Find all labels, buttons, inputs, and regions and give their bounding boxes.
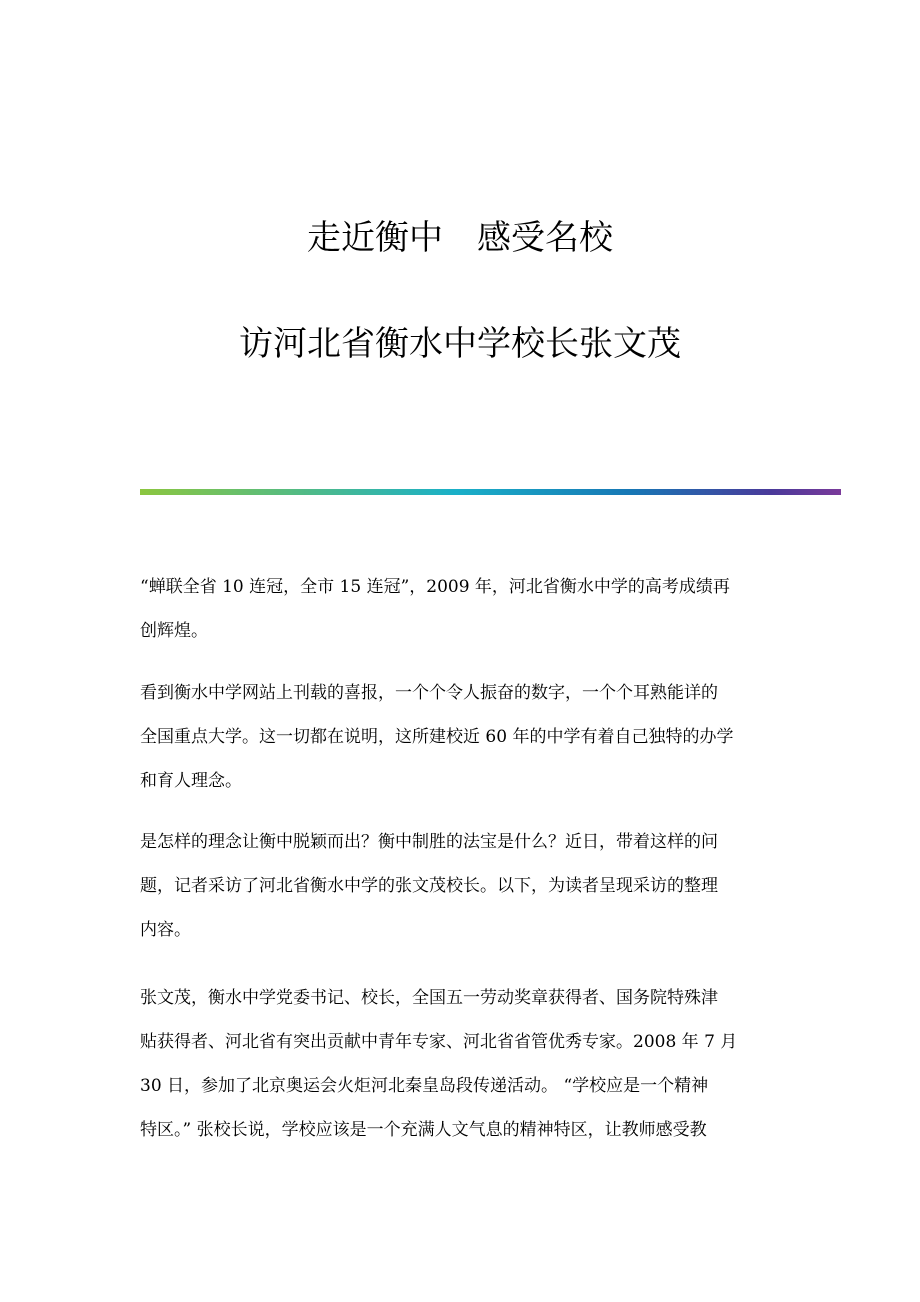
paragraph-biography (140, 985, 790, 1143)
paragraph-line: 全国重点大学。这一切都在说明，这所建校近 60 年的中学有着自己独特的办学 (140, 727, 734, 747)
paragraph-line: 贴获得者、河北省有突出贡献中青年专家、河北省省管优秀专家。2008 年 7 月 (140, 1032, 738, 1052)
paragraph-line: 和育人理念。 (140, 771, 242, 791)
document-subtitle: 访河北省衡水中学校长张文茂 (239, 324, 681, 364)
paragraph-line: 创辉煌。 (140, 621, 208, 641)
paragraph-question (140, 829, 790, 943)
gradient-divider (140, 489, 841, 495)
document-title: 走近衡中 感受名校 (307, 218, 613, 258)
paragraph-line: 内容。 (140, 920, 191, 940)
paragraph-intro (140, 574, 790, 644)
paragraph-line: 是怎样的理念让衡中脱颖而出？衡中制胜的法宝是什么？近日，带着这样的问 (140, 832, 718, 852)
paragraph-line: 30 日，参加了北京奥运会火炬河北秦皇岛段传递活动。 “学校应是一个精神 (140, 1076, 709, 1096)
paragraph-line: “蝉联全省 10 连冠，全市 15 连冠”，2009 年，河北省衡水中学的高考成绩再 (140, 577, 730, 597)
paragraph-website (140, 680, 790, 794)
paragraph-line: 张文茂，衡水中学党委书记、校长，全国五一劳动奖章获得者、国务院特殊津 (140, 988, 718, 1008)
paragraph-line: 特区。” 张校长说，学校应该是一个充满人文气息的精神特区，让教师感受教 (140, 1120, 707, 1140)
paragraph-line: 看到衡水中学网站上刊载的喜报，一个个令人振奋的数字，一个个耳熟能详的 (140, 683, 718, 703)
paragraph-line: 题，记者采访了河北省衡水中学的张文茂校长。以下，为读者呈现采访的整理 (140, 876, 718, 896)
